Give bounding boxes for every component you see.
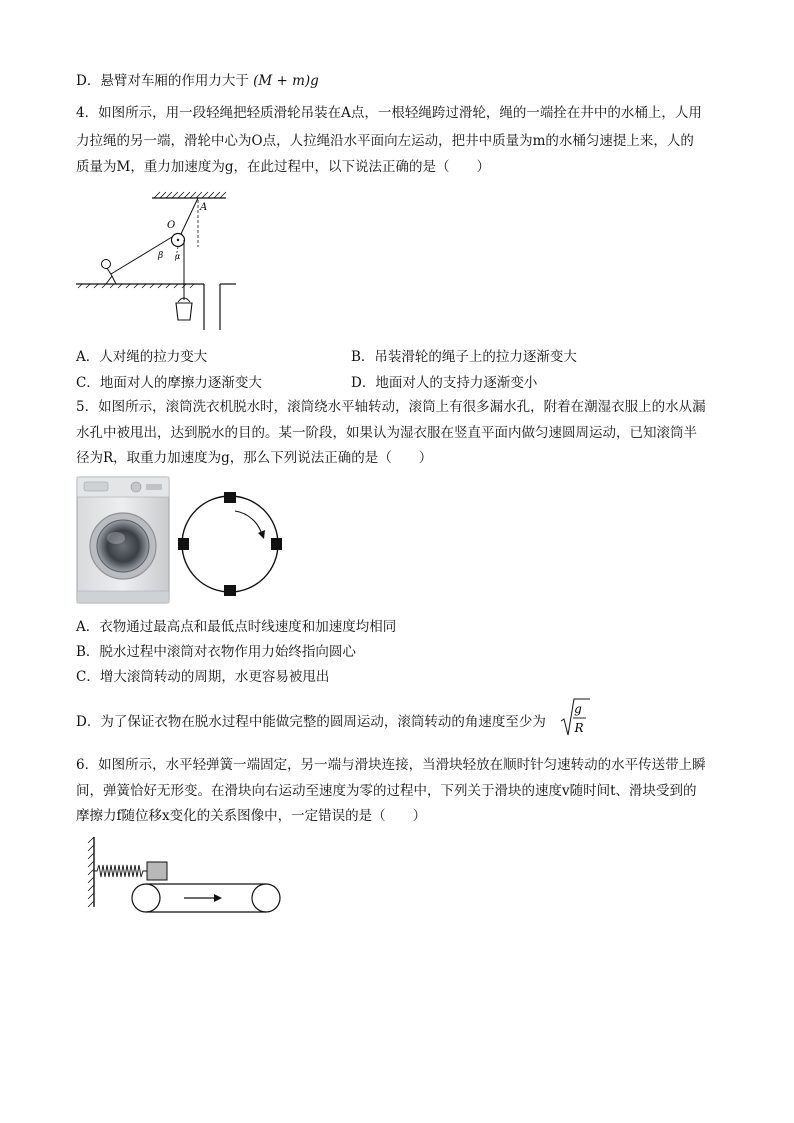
ground-left-hatching	[78, 284, 194, 288]
rotation-arrow-icon	[258, 530, 265, 539]
sqrt-denominator: R	[574, 721, 584, 735]
sqrt-numerator: g	[574, 702, 582, 716]
q4-option-d: D．地面对人的支持力逐渐变小	[351, 375, 538, 391]
wall-hatching	[88, 837, 94, 907]
drum-diagram	[178, 492, 282, 596]
clothes-right	[271, 538, 282, 550]
clothes-top	[224, 492, 236, 503]
q4-stem-line-2: 力拉绳的另一端，滑轮中心为O点，人拉绳沿水平面向左运动，把井中质量为m的水桶匀速提上来，人的	[76, 133, 694, 149]
person-body	[107, 268, 112, 276]
q5-option-d: D．为了保证衣物在脱水过程中能做完整的圆周运动，滚筒转动的角速度至少为	[76, 714, 546, 730]
q4-pulley-figure	[76, 192, 236, 332]
suspension-rope	[180, 198, 198, 236]
sqrt-g-over-r-formula	[560, 697, 590, 739]
q4-option-c: C．地面对人的摩擦力逐渐变大	[76, 375, 262, 391]
q6-stem-line-2: 间，弹簧恰好无形变。在滑块向右运动至速度为零的过程中，下列关于滑块的速度v随时间t、滑块受到的	[76, 783, 697, 799]
q5-stem-line-2: 水孔中被甩出，达到脱水的目的。某一阶段，如果认为湿衣服在竖直平面内做匀速圆周运动，已知滚筒半	[76, 425, 697, 441]
label-a: A	[200, 202, 208, 213]
clothes-left	[178, 538, 189, 550]
left-roller	[132, 884, 160, 912]
washing-machine-image	[76, 476, 170, 604]
q5-option-a: A．衣物通过最高点和最低点时线速度和加速度均相同	[76, 619, 397, 635]
bucket	[176, 303, 192, 320]
q3-option-d-formula: (M + m)g	[253, 73, 319, 89]
person-leg-1	[106, 276, 112, 284]
drum-circle	[182, 496, 278, 592]
slider-block	[147, 862, 167, 880]
q4-stem-line-1: 4．如图所示，用一段轻绳把轻质滑轮吊装在A点，一根轻绳跨过滑轮，绳的一端拴在井中的水桶上，人用	[76, 105, 702, 121]
label-alpha: α	[175, 252, 181, 261]
q5-stem-line-1: 5．如图所示，滚筒洗衣机脱水时，滚筒绕水平轴转动，滚筒上有很多漏水孔，附着在潮湿衣服上的水从漏	[76, 399, 706, 415]
rotation-arc	[235, 511, 262, 535]
q3-option-d-text: D．悬臂对车厢的作用力大于	[76, 73, 249, 89]
right-roller	[252, 884, 280, 912]
q5-stem-line-3: 径为R，取重力加速度为g，那么下列说法正确的是（ ）	[76, 450, 433, 466]
q5-option-b: B．脱水过程中滚筒对衣物作用力始终指向圆心	[76, 644, 356, 660]
q4-option-a: A．人对绳的拉力变大	[76, 349, 208, 365]
person-head	[102, 260, 111, 269]
arrow-right-icon	[214, 894, 222, 902]
label-o: O	[167, 220, 176, 231]
q3-option-d	[76, 71, 319, 91]
q4-stem-line-3: 质量为M，重力加速度为g，在此过程中，以下说法正确的是（ ）	[76, 159, 490, 175]
q4-option-b: B．吊装滑轮的绳子上的拉力逐渐变大	[351, 349, 577, 365]
q5-option-c: C．增大滚筒转动的周期，水更容易被甩出	[76, 669, 330, 685]
label-beta: β	[158, 251, 164, 261]
pulley-center	[177, 239, 179, 241]
spring	[94, 865, 147, 877]
q6-conveyor-figure	[84, 835, 294, 915]
q6-stem-line-3: 摩擦力f随位移x变化的关系图像中，一定错误的是（ ）	[76, 808, 427, 824]
q6-stem-line-1: 6．如图所示，水平轻弹簧一端固定，另一端与滑块连接，当滑块轻放在顺时针匀速转动的水平传送带上瞬	[76, 757, 706, 773]
ceiling-hatching	[154, 192, 226, 198]
person-leg-2	[112, 276, 116, 284]
clothes-bottom	[224, 585, 236, 596]
